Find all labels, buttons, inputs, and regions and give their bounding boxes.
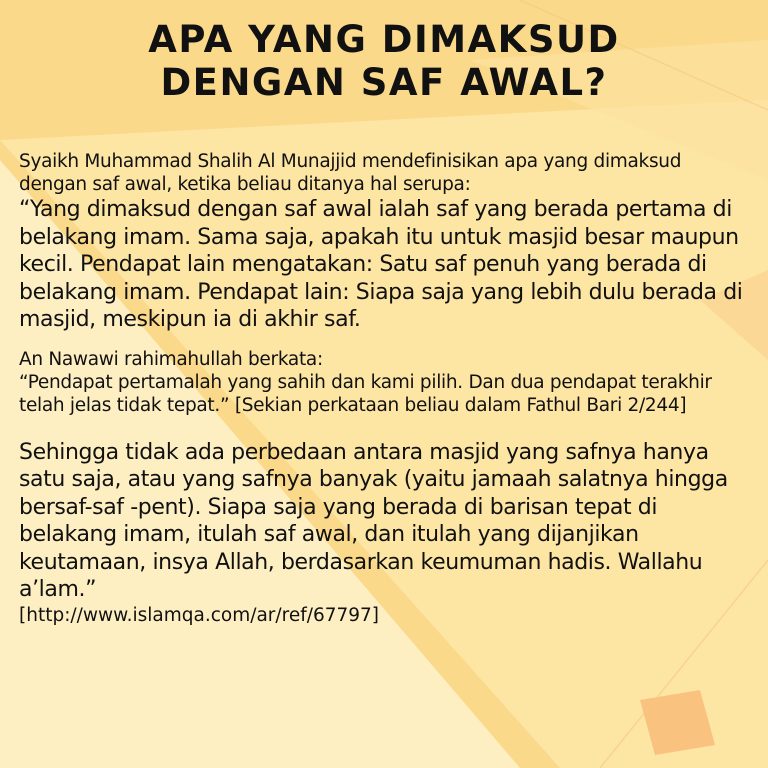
article-body <box>19 150 754 628</box>
conclusion-paragraph: Sehingga tidak ada perbedaan antara masjid yang safnya hanya satu saja, atau yang safnya banyak (yaitu jamaah salatnya hingga bersaf-saf -pent). Siapa saja yang berada di barisan tepat di belakang imam, itulah saf awal, dan itulah yang dijanjikan keutamaan, insya Allah, berdasarkan keumuman hadis. Wallahu a’lam.” <box>19 439 728 602</box>
spacer <box>19 334 754 348</box>
nawawi-intro: An Nawawi rahimahullah berkata: <box>19 348 323 370</box>
source-reference: [http://www.islamqa.com/ar/ref/67797] <box>19 604 380 626</box>
spacer <box>19 417 754 439</box>
title-line-2: DENGAN SAF AWAL? <box>160 61 608 104</box>
intro-paragraph: Syaikh Muhammad Shalih Al Munajjid mendefinisikan apa yang dimaksud dengan saf awal, ketika beliau ditanya hal serupa: <box>19 151 682 195</box>
quote-paragraph: “Yang dimaksud dengan saf awal ialah saf yang berada pertama di belakang imam. Sama saja, apakah itu untuk masjid besar maupun kecil. Pendapat lain mengatakan: Satu saf penuh yang berada di belakang imam. Pendapat lain: Siapa saja yang lebih dulu berada di masjid, meskipun ia di akhir saf. <box>19 197 743 332</box>
title-line-1: APA YANG DIMAKSUD <box>148 18 620 61</box>
page-title <box>0 18 768 104</box>
nawawi-quote: “Pendapat pertamalah yang sahih dan kami pilih. Dan dua pendapat terakhir telah jelas tidak tepat.” [Sekian perkataan beliau dalam Fathul Bari 2/244] <box>19 371 712 416</box>
